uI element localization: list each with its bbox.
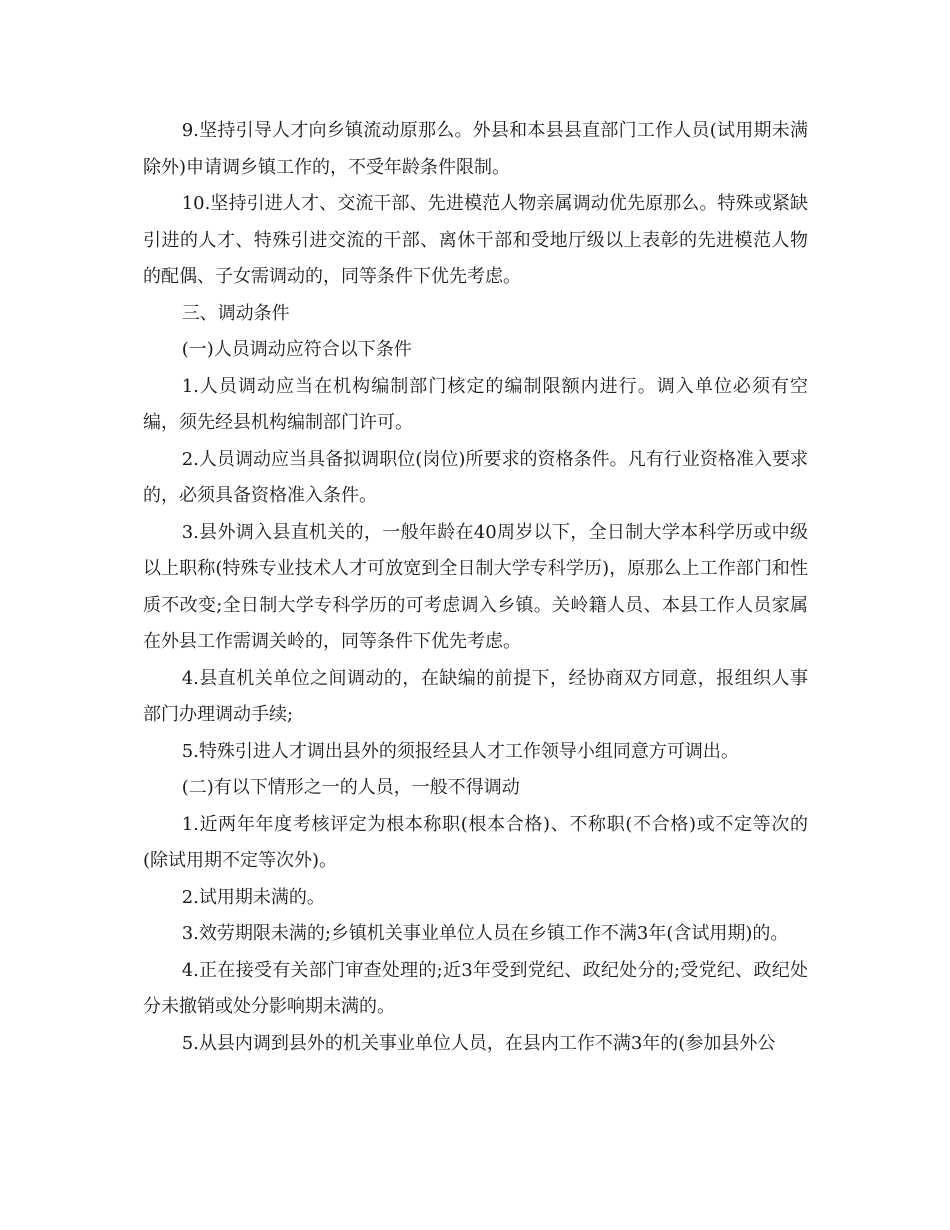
paragraph-restriction-3: 3.效劳期限未满的;乡镇机关事业单位人员在乡镇工作不满3年(含试用期)的。 — [181, 923, 789, 944]
paragraph-restriction-4: 4.正在接受有关部门审查处理的;近3年受到党纪、政纪处分的;受党纪、政纪处分未撤销或处分影响期未满的。 — [143, 959, 808, 1017]
paragraph-condition-3: 3.县外调入县直机关的，一般年龄在40周岁以下，全日制大学本科学历或中级以上职称(特殊专业技术人才可放宽到全日制大学专科学历)，原那么上工作部门和性质不改变;全日制大学专科学历的可考虑调入乡镇。关岭籍人员、本县工作人员家属在外县工作需调关岭的，同等条件下优先考虑。 — [143, 521, 808, 652]
paragraph-principle-9: 9.坚持引导人才向乡镇流动原那么。外县和本县县直部门工作人员(试用期未满除外)申请调乡镇工作的，不受年龄条件限制。 — [143, 120, 808, 178]
paragraph-condition-5: 5.特殊引进人才调出县外的须报经县人才工作领导小组同意方可调出。 — [181, 740, 739, 762]
paragraph-restriction-1: 1.近两年年度考核评定为根本称职(根本合格)、不称职(不合格)或不定等次的(除试用期不定等次外)。 — [143, 813, 808, 871]
paragraph-principle-10: 10.坚持引进人才、交流干部、先进模范人物亲属调动优先原那么。特殊或紧缺引进的人才、特殊引进交流的干部、离休干部和受地厅级以上表彰的先进模范人物的配偶、子女需调动的，同等条件下优先考虑。 — [143, 193, 808, 287]
section-heading-transfer-conditions: 三、调动条件 — [181, 302, 290, 324]
paragraph-condition-1: 1.人员调动应当在机构编制部门核定的编制限额内进行。调入单位必须有空编，须先经县机构编制部门许可。 — [143, 375, 808, 433]
paragraph-restriction-5: 5.从县内调到县外的机关事业单位人员，在县内工作不满3年的(参加县外公 — [181, 1032, 776, 1054]
paragraph-condition-2: 2.人员调动应当具备拟调职位(岗位)所要求的资格条件。凡有行业资格准入要求的，必须具备资格准入条件。 — [143, 448, 808, 506]
paragraph-restriction-2: 2.试用期未满的。 — [181, 886, 325, 908]
subsection-heading-restrictions: (二)有以下情形之一的人员，一般不得调动 — [181, 777, 520, 798]
paragraph-condition-4: 4.县直机关单位之间调动的，在缺编的前提下，经协商双方同意，报组织人事部门办理调动手续; — [143, 667, 808, 725]
document-body — [143, 113, 808, 1062]
subsection-heading-required-conditions: (一)人员调动应符合以下条件 — [181, 339, 412, 360]
